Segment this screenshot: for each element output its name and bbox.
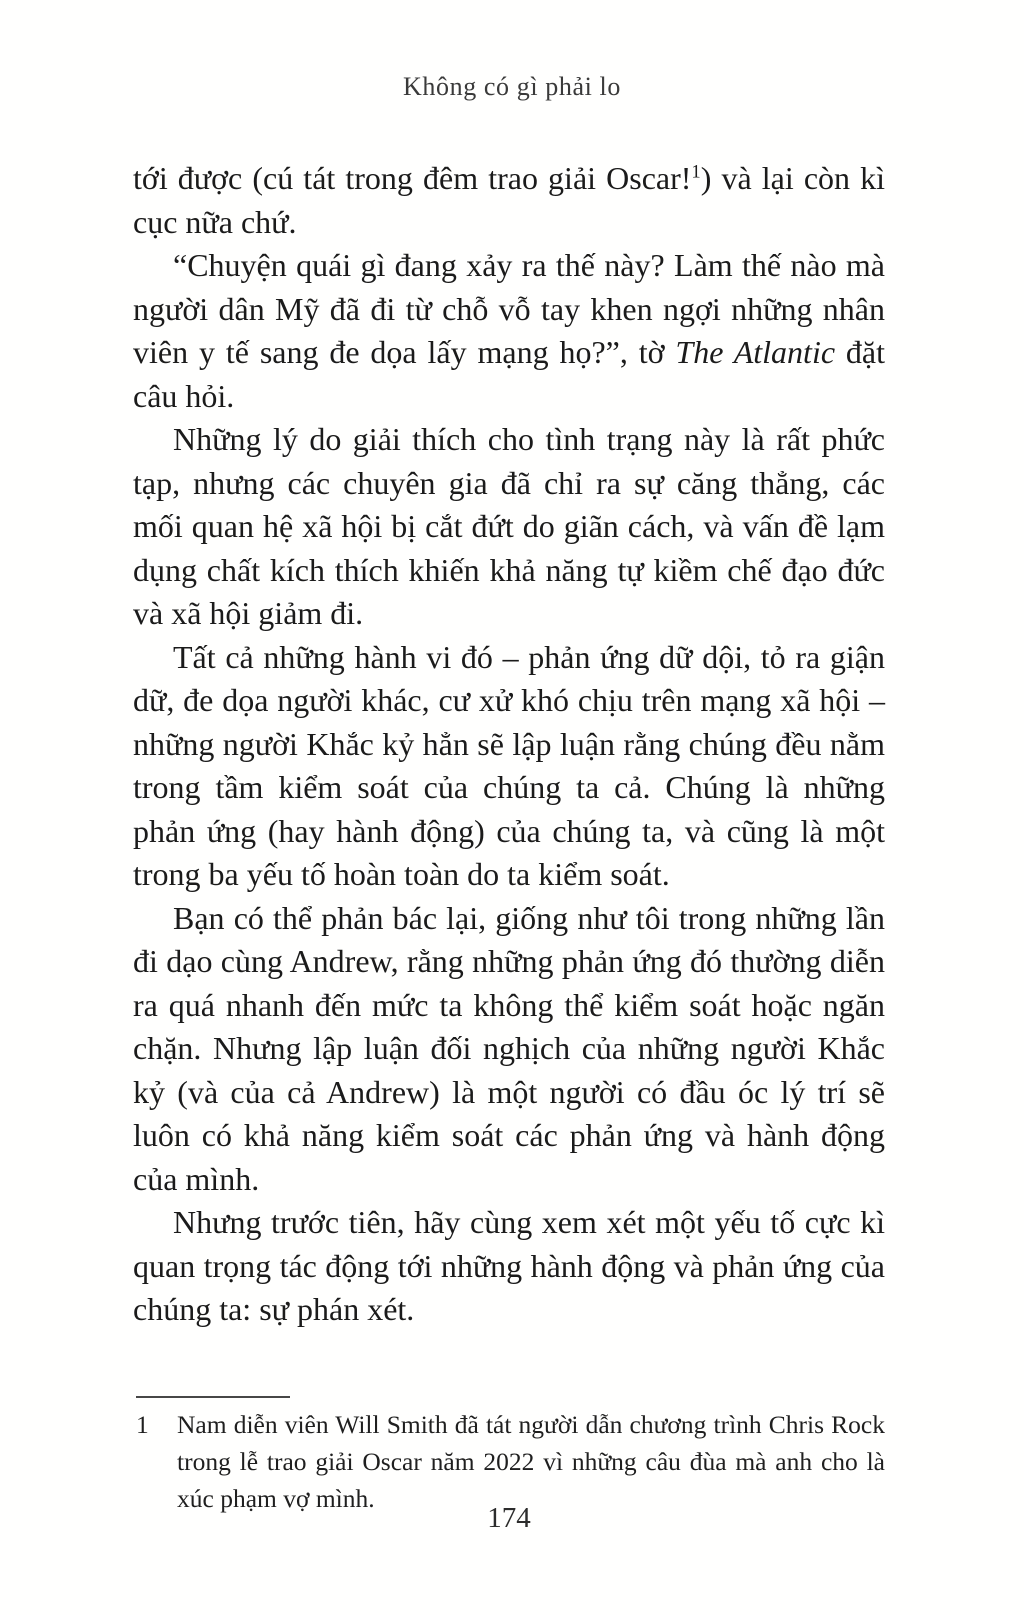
text-run: ) và lại còn kì cục nữa chứ. <box>133 160 886 240</box>
text-run: đặt câu hỏi. <box>133 334 886 414</box>
body-text <box>133 157 885 1332</box>
footnote-text: Nam diễn viên Will Smith đã tát người dẫn chương trình Chris Rock trong lễ trao giải Oscar năm 2022 vì những câu đùa mà anh cho là xúc phạm vợ mình. <box>177 1410 885 1513</box>
italic-publication-title: The Atlantic <box>675 334 836 370</box>
text-run: Nhưng trước tiên, hãy cùng xem xét một yếu tố cực kì quan trọng tác động tới những hành động và phản ứng của chúng ta: sự phán xét. <box>133 1204 885 1327</box>
running-head: Không có gì phải lo <box>403 72 621 101</box>
paragraph <box>133 244 885 418</box>
text-run: Tất cả những hành vi đó – phản ứng dữ dội, tỏ ra giận dữ, đe dọa người khác, cư xử khó chịu trên mạng xã hội – những người Khắc kỷ hẳn sẽ lập luận rằng chúng đều nằm trong tầm kiểm soát của chúng ta cả. Chúng là những phản ứng (hay hành động) của chúng ta, và cũng là một trong ba yếu tố hoàn toàn do ta kiểm soát. <box>133 638 885 892</box>
paragraph <box>133 897 885 1202</box>
text-run: Bạn có thể phản bác lại, giống như tôi trong những lần đi dạo cùng Andrew, rằng những phản ứng đó thường diễn ra quá nhanh đến mức ta không thể kiểm soát hoặc ngăn chặn. Nhưng lập luận đối nghịch của những người Khắc kỷ (và của cả Andrew) là một người có đầu óc lý trí sẽ luôn có khả năng kiểm soát các phản ứng và hành động của mình. <box>133 899 885 1197</box>
footnote-separator-rule <box>136 1396 290 1398</box>
footnote-marker: 1 <box>136 1410 149 1439</box>
text-run: tới được (cú tát trong đêm trao giải Oscar! <box>133 160 692 196</box>
paragraph <box>133 418 885 636</box>
paragraph <box>133 636 885 897</box>
text-run: Những lý do giải thích cho tình trạng này là rất phức tạp, nhưng các chuyên gia đã chỉ ra sự căng thẳng, các mối quan hệ xã hội bị cắt đứt do giãn cách, và vấn đề lạm dụng chất kích thích khiến khả năng tự kiềm chế đạo đức và xã hội giảm đi. <box>133 421 885 631</box>
footnote-reference: 1 <box>691 161 701 183</box>
paragraph <box>133 1201 885 1332</box>
page-number: 174 <box>487 1502 531 1534</box>
paragraph <box>133 157 885 244</box>
text-run: “Chuyện quái gì đang xảy ra thế này? Làm thế nào mà người dân Mỹ đã đi từ chỗ vỗ tay khen ngợi những nhân viên y tế sang đe dọa lấy mạng họ?”, tờ <box>133 247 885 370</box>
footnote <box>136 1406 885 1517</box>
